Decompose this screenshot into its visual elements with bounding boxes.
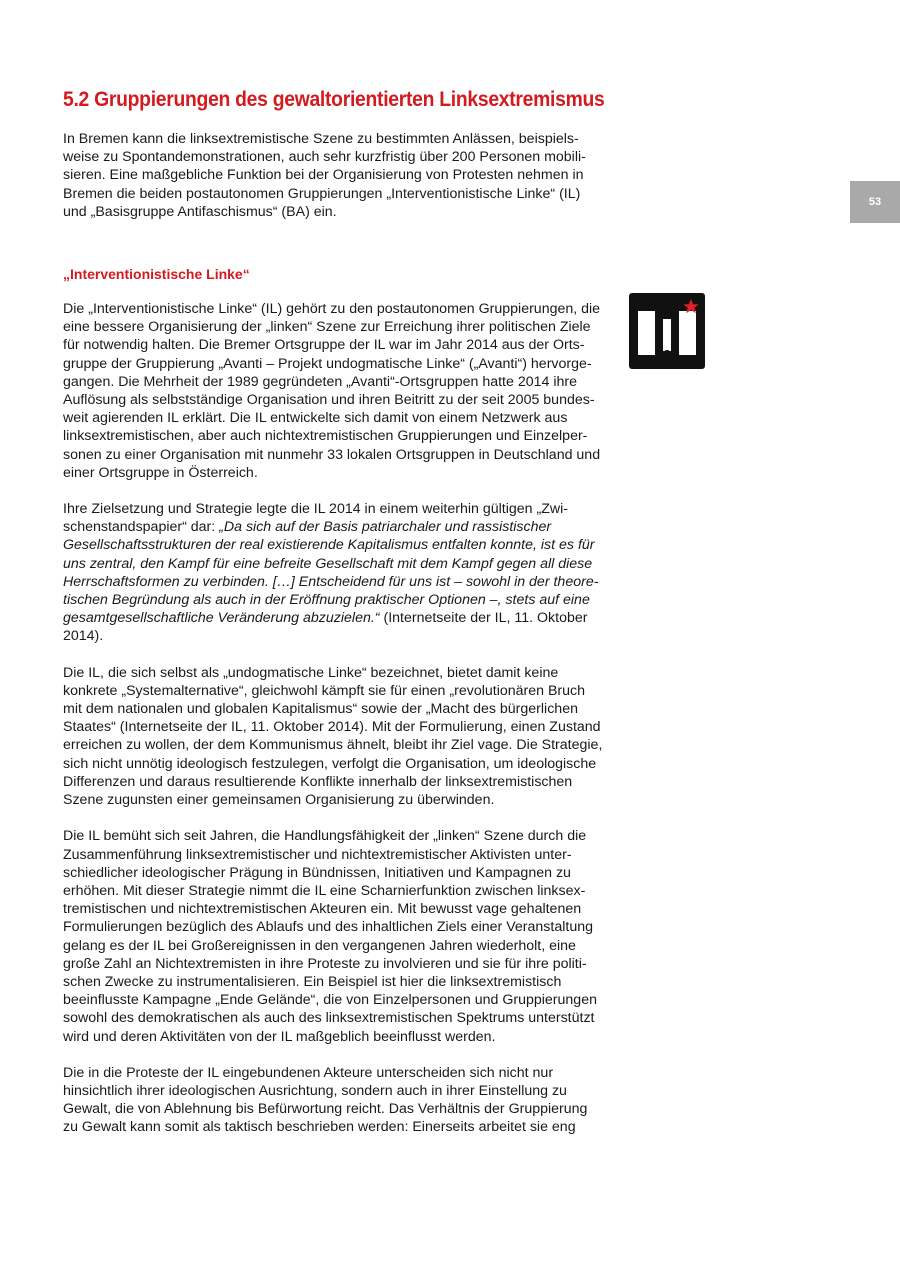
- paragraph-2-quote: „Da sich auf der Basis patriarchaler und rassistischer Gesellschaftsstrukturen der real existierende Kapitalismus entfalten konnte, ist es für uns zentral, den Kampf für eine befreite Gesellschaft mit dem Kampf gegen all diese Herrschaftsformen zu verbinden. […] Entscheidend für uns ist – sowohl in der theore- tischen Begründung als auch in der Eröffnung praktischer Optionen –, stets auf eine gesamtgesellschaftliche Veränderung abzuzielen.“: [63, 519, 599, 627]
- paragraph-5: Die in die Proteste der IL eingebundenen Akteure unterscheiden sich nicht nur hinsichtlich ihrer ideologischen Ausrichtung, sondern auch in ihrer Einstellung zu Gewalt, die von Ablehnung bis Befürwortung reicht. Das Verhältnis der Gruppierung zu Gewalt kann somit als taktisch beschrieben werden: Einerseits arbeitet sie eng: [63, 1064, 588, 1136]
- interventionistische-linke-logo-icon: [629, 293, 705, 369]
- section-heading: „Interventionistische Linke“: [63, 266, 250, 283]
- paragraph-2-intro: Ihre Zielsetzung und Strategie legte die IL 2014 in einem weiterhin gültigen „Zwi- schenstandspapier“ dar:: [63, 501, 568, 536]
- paragraph-3: Die IL, die sich selbst als „undogmatische Linke“ bezeichnet, bietet damit keine konkrete „Systemalternative“, gleichwohl kämpft sie für einen „revolutionären Bruch mit dem nationalen und globalen Kapitalismus“ sowie der „Macht des bürgerlichen Staates“ (Internetseite der IL, 11. Oktober 2014). Mit der Formulierung, einen Zustand erreichen zu wollen, der dem Kommunismus ähnelt, bleibt ihr Ziel vage. Die Strategie, sich nicht unnötig ideologisch festzulegen, verfolgt die Organisation, um ideologische Differenzen und daraus resultierende Konflikte innerhalb der linksextremistischen Szene zugunsten einer gemeinsamen Organisierung zu überwinden.: [63, 664, 603, 809]
- logo-window-right: [679, 311, 696, 355]
- intro-paragraph: In Bremen kann die linksextremistische Szene zu bestimmten Anlässen, beispiels- weise zu Spontandemonstrationen, auch sehr kurzfristig über 200 Personen mobili- sieren. Eine maßgebliche Funktion bei der Organisierung von Protesten nehmen in Bremen die beiden postautonomen Gruppierungen „Interventionistische Linke“ (IL) und „Basisgruppe Antifaschismus“ (BA) ein.: [63, 131, 586, 220]
- page-number-tab: [850, 181, 900, 223]
- logo-window-left: [638, 311, 655, 355]
- logo-center-bar: [663, 319, 671, 351]
- page-number: 53: [868, 196, 882, 208]
- page-title: 5.2 Gruppierungen des gewaltorientierten Linksextremismus: [63, 88, 605, 111]
- logo-base: [635, 357, 699, 364]
- paragraph-2-source: (Internetseite der IL, 11. Oktober 2014).: [63, 610, 588, 645]
- paragraph-1: Die „Interventionistische Linke“ (IL) gehört zu den postautonomen Gruppierungen, die eine bessere Organisierung der „linken“ Szene zur Erreichung ihrer politischen Ziele für notwendig halten. Die Bremer Ortsgruppe der IL war im Jahr 2014 aus der Orts- gruppe der Gruppierung „Avanti – Projekt undogmatische Linke“ („Avanti“) hervorge- gangen. Die Mehrheit der 1989 gegründeten „Avanti“-Ortsgruppen hatte 2014 ihre Auflösung als selbstständige Organisation und ihren Beitritt zu der seit 2005 bundes- weit agierenden IL erklärt. Die IL entwickelte sich damit von einem Netzwerk aus linksextremistischen, aber auch nichtextremistischen Gruppierungen und Einzelper- sonen zu einer Organisation mit nunmehr 33 lokalen Ortsgruppen in Deutschland und einer Ortsgruppe in Österreich.: [63, 301, 601, 481]
- logo-center-node: [663, 350, 671, 358]
- paragraph-2: [63, 500, 611, 646]
- content-column: [63, 130, 611, 1155]
- paragraph-4: Die IL bemüht sich seit Jahren, die Handlungsfähigkeit der „linken“ Szene durch die Zusammenführung linksextremistischer und nichtextremistischer Aktivisten unter- schiedlicher ideologischer Prägung in Bündnissen, Initiativen und Kampagnen zu erhöhen. Mit dieser Strategie nimmt die IL eine Scharnierfunktion zwischen linksex- tremistischen und nichtextremistischen Akteuren ein. Mit bewusst vage gehaltenen Formulierungen bezüglich des Ablaufs und des inhaltlichen Ziels einer Veranstaltung gelang es der IL bei Großereignissen in den vergangenen Jahren wiederholt, eine große Zahl an Nichtextremisten in ihre Proteste zu involvieren und sie für ihre politi- schen Zwecke zu instrumentalisieren. Ein Beispiel ist hier die linksextremistisch beeinflusste Kampagne „Ende Gelände“, die von Einzelpersonen und Gruppierungen sowohl des demokratischen als auch des linksextremistischen Spektrums unterstützt wird und deren Aktivitäten von der IL maßgeblich beeinflusst werden.: [63, 828, 597, 1045]
